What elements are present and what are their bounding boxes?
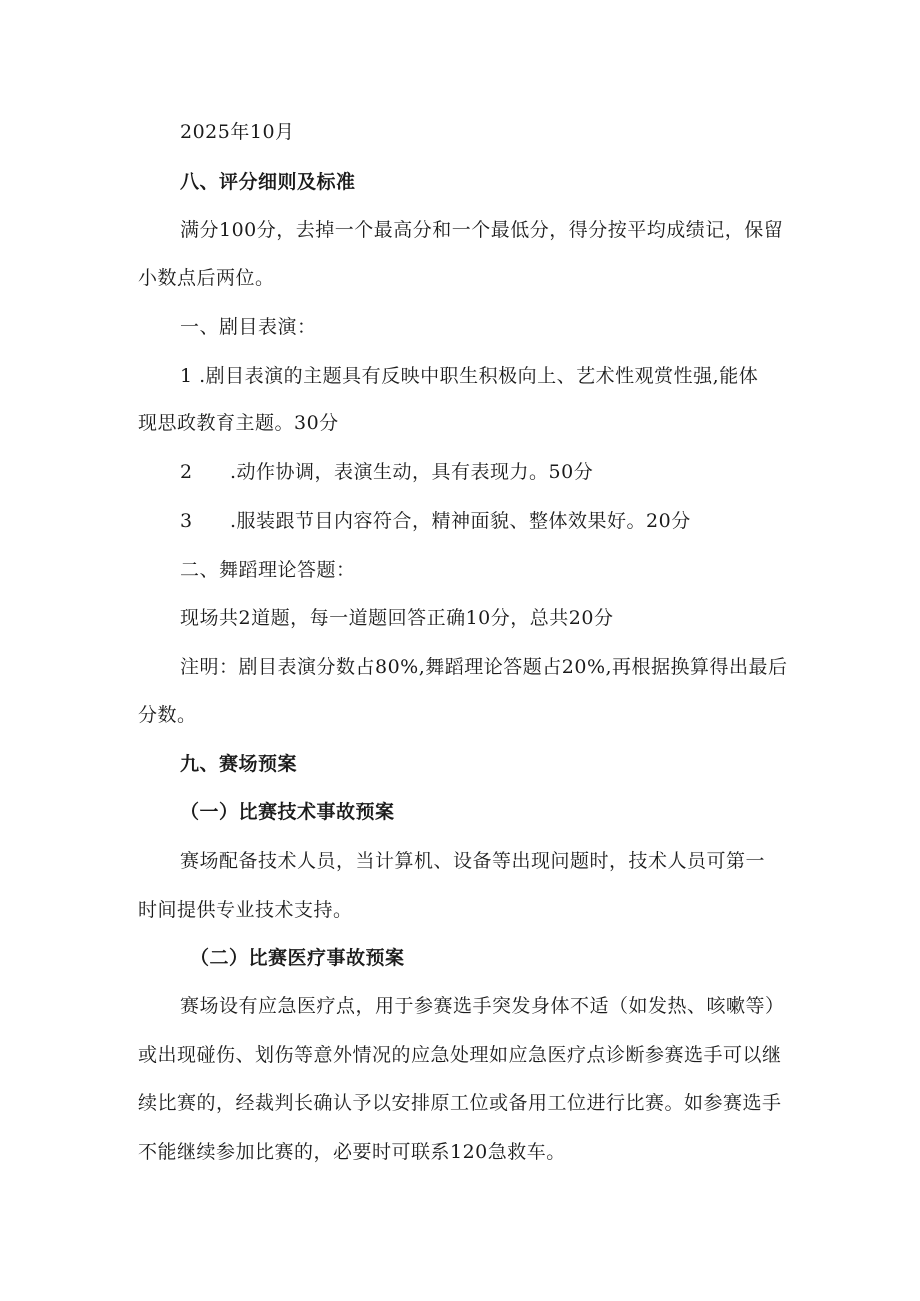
sub2-line3: 续比赛的，经裁判长确认予以安排原工位或备用工位进行比赛。如参赛选手 xyxy=(138,1092,782,1114)
sub1-heading: （一）比赛技术事故预案 xyxy=(180,801,395,823)
part1-item1-line2: 现思政教育主题。30分 xyxy=(138,412,339,434)
sub2-line2: 或出现碰伤、划伤等意外情况的应急处理如应急医疗点诊断参赛选手可以继 xyxy=(138,1044,782,1066)
sub2-line1: 赛场设有应急医疗点，用于参赛选手突发身体不适（如发热、咳嗽等） xyxy=(180,995,785,1017)
note-line2: 分数。 xyxy=(138,704,197,726)
part1-item2-text: .动作协调，表演生动，具有表现力。50分 xyxy=(230,461,594,483)
part1-heading: 一、剧目表演： xyxy=(180,316,317,338)
sub1-line2: 时间提供专业技术支持。 xyxy=(138,899,353,921)
document-date: 2025年10月 xyxy=(180,121,295,143)
sub1-line1: 赛场配备技术人员，当计算机、设备等出现问题时，技术人员可第一 xyxy=(180,850,766,872)
section9-heading: 九、赛场预案 xyxy=(180,753,298,775)
part2-heading: 二、舞蹈理论答题： xyxy=(180,559,356,581)
part1-item3-number: 3 xyxy=(180,510,193,532)
section8-intro-line1: 满分100分，去掉一个最高分和一个最低分，得分按平均成绩记，保留 xyxy=(180,219,784,241)
note-line1: 注明：剧目表演分数占80%,舞蹈理论答题占20%,再根据换算得出最后 xyxy=(180,656,788,678)
part1-item1-line1: 1 .剧目表演的主题具有反映中职生积极向上、艺术性观赏性强,能体 xyxy=(180,365,759,387)
section8-intro-line2: 小数点后两位。 xyxy=(138,267,275,289)
part1-item2-number: 2 xyxy=(180,461,193,483)
part2-text: 现场共2道题，每一道题回答正确10分，总共20分 xyxy=(180,607,614,629)
part1-item2 xyxy=(180,460,593,484)
part1-item3 xyxy=(180,509,691,533)
section8-heading: 八、评分细则及标准 xyxy=(180,171,356,193)
sub2-line4: 不能继续参加比赛的，必要时可联系120急救车。 xyxy=(138,1141,566,1163)
sub2-heading: （二）比赛医疗事故预案 xyxy=(190,947,405,969)
part1-item3-text: .服装跟节目内容符合，精神面貌、整体效果好。20分 xyxy=(230,510,691,532)
